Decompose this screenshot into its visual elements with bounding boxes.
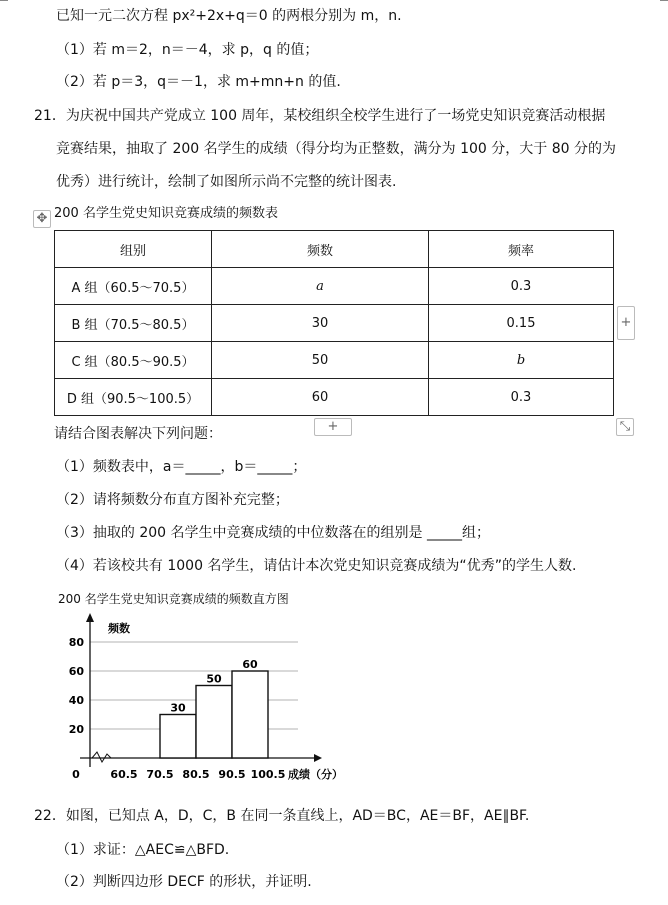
table-header-cell: 频数 [212, 231, 429, 268]
table-cell: 60 [212, 379, 429, 416]
q20-intro: 已知一元二次方程 px²+2x+q＝0 的两根分别为 m，n. [56, 8, 402, 24]
y-axis-label: 频数 [108, 622, 130, 635]
table-cell: 0.15 [429, 305, 614, 342]
table-row [55, 379, 614, 416]
table-header-cell: 组别 [55, 231, 212, 268]
table-row [55, 342, 614, 379]
table-row [55, 305, 614, 342]
x-tick-label: 60.5 [110, 768, 138, 781]
q20-part1: （1）若 m＝2，n＝－4，求 p，q 的值； [56, 42, 319, 58]
q21-line3: 优秀）进行统计，绘制了如图所示尚不完整的统计图表. [56, 174, 397, 190]
histogram-bar [196, 686, 232, 759]
table-cell: 30 [212, 305, 429, 342]
x-axis-arrow [314, 754, 322, 762]
x-axis-label: 成绩（分） [288, 768, 343, 781]
add-row-button[interactable]: + [314, 418, 352, 436]
table-cell: 0.3 [429, 379, 614, 416]
add-column-button[interactable]: + [617, 306, 635, 340]
table-cell: C 组（80.5～90.5） [55, 342, 212, 379]
q21-sub1: （1）频数表中，a＝_____，b＝_____； [56, 459, 307, 475]
histogram-bar [160, 715, 196, 759]
q21-line1: 21．为庆祝中国共产党成立 100 周年，某校组织全校学生进行了一场党史知识竞赛活动根据 [34, 108, 606, 124]
page-corner-mark-left [0, 0, 8, 5]
y-axis-arrow [86, 613, 94, 622]
page-corner-mark-right [660, 0, 668, 5]
table-header-cell: 频率 [429, 231, 614, 268]
q20-part2: （2）若 p＝3，q＝－1，求 m+mn+n 的值. [56, 74, 341, 90]
table-cell: 0.3 [429, 268, 614, 305]
y-tick-label: 20 [68, 723, 84, 736]
table-row [55, 268, 614, 305]
table-cell: a [212, 268, 429, 305]
q21-prompt: 请结合图表解决下列问题： [54, 426, 222, 442]
histogram-bar [232, 671, 268, 758]
q22-line1: 22．如图，已知点 A，D，C，B 在同一条直线上，AD＝BC，AE＝BF，AE∥BF. [34, 808, 530, 824]
q22-part1: （1）求证：△AEC≌△BFD. [56, 842, 230, 858]
q21-sub3: （3）抽取的 200 名学生中竞赛成绩的中位数落在的组别是 _____组； [56, 525, 490, 541]
table-cell: b [429, 342, 614, 379]
origin-label: 0 [72, 768, 80, 781]
x-tick-label: 80.5 [182, 768, 210, 781]
x-tick-label: 100.5 [250, 768, 286, 781]
table-cell: D 组（90.5～100.5） [55, 379, 212, 416]
table-resize-handle[interactable]: ⤡ [616, 418, 634, 436]
y-tick-label: 40 [68, 694, 84, 707]
table-move-handle[interactable]: ✥ [33, 210, 51, 228]
y-tick-label: 60 [68, 665, 84, 678]
q21-sub4: （4）若该校共有 1000 名学生，请估计本次党史知识竞赛成绩为“优秀”的学生人数. [56, 558, 577, 574]
y-tick-label: 80 [68, 636, 84, 649]
frequency-table [54, 230, 614, 416]
table-header-row [55, 231, 614, 268]
x-tick-label: 70.5 [146, 768, 174, 781]
x-tick-label: 90.5 [218, 768, 246, 781]
bar-value-label: 60 [242, 658, 258, 671]
table-title: 200 名学生党史知识竞赛成绩的频数表 [54, 206, 278, 221]
histogram-title: 200 名学生党史知识竞赛成绩的频数直方图 [58, 592, 289, 606]
table-cell: 50 [212, 342, 429, 379]
axis-break-mark [92, 752, 111, 762]
q21-line2: 竞赛结果，抽取了 200 名学生的成绩（得分均为正整数，满分为 100 分，大于 80 分的为 [56, 141, 616, 157]
bar-value-label: 50 [206, 672, 222, 686]
frequency-histogram [52, 610, 372, 795]
table-cell: A 组（60.5～70.5） [55, 268, 212, 305]
q22-part2: （2）判断四边形 DECF 的形状，并证明. [56, 874, 312, 890]
bar-value-label: 30 [170, 701, 186, 715]
table-cell: B 组（70.5～80.5） [55, 305, 212, 342]
q21-sub2: （2）请将频数分布直方图补充完整； [56, 492, 289, 508]
